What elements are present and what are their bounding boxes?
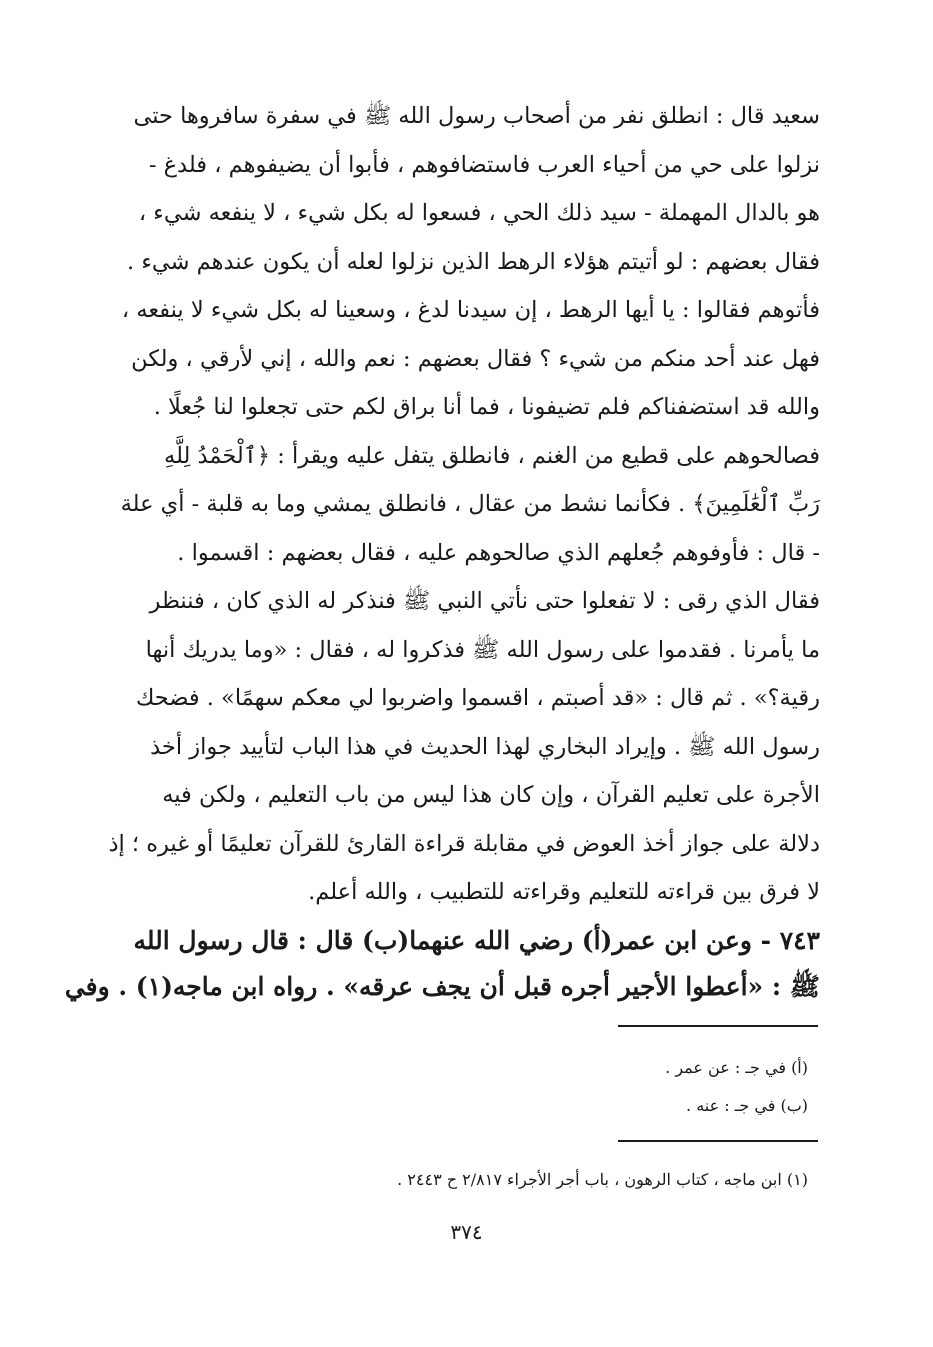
page-number: ٣٧٤: [450, 1220, 483, 1244]
text-line: لا فرق بين قراءته للتعليم وقراءته للتطبيب ، والله أعلم.: [308, 879, 820, 905]
commentary-text: [108, 92, 820, 917]
text-line: رسول الله ﷺ . وإيراد البخاري لهذا الحديث في هذا الباب لتأييد جواز أخذ: [150, 733, 820, 760]
hadith-text: [64, 918, 820, 1010]
text-line: نزلوا على حي من أحياء العرب فاستضافوهم ، فأبوا أن يضيفوهم ، فلدغ -: [148, 151, 820, 178]
text-line: - قال : فأوفوهم جُعلهم الذي صالحوهم عليه ، فقال بعضهم : اقسموا .: [177, 539, 820, 566]
text-line: سعيد قال : انطلق نفر من أصحاب رسول الله ﷺ في سفرة سافروها حتى: [133, 103, 820, 129]
variant-note: (أ) في جـ : عن عمر .: [665, 1058, 808, 1077]
text-line: فهل عند أحد منكم من شيء ؟ فقال بعضهم : نعم والله ، إني لأرقي ، ولكن: [131, 345, 820, 372]
text-line: ما يأمرنا . فقدموا على رسول الله ﷺ فذكروا له ، فقال : «وما يدريك أنها: [145, 636, 820, 663]
text-line: فقال بعضهم : لو أتيتم هؤلاء الرهط الذين نزلوا لعله أن يكون عندهم شيء .: [127, 248, 820, 275]
text-line: والله قد استضفناكم فلم تضيفونا ، فما أنا براق لكم حتى تجعلوا لنا جُعلًا .: [153, 394, 820, 420]
hadith-line: ٧٤٣ - وعن ابن عمر(أ) رضي الله عنهما(ب) قال : قال رسول الله: [133, 926, 820, 955]
text-line: دلالة على جواز أخذ العوض في مقابلة قراءة القارئ للقرآن تعليمًا أو غيره ؛ إذ: [108, 830, 820, 857]
variant-note: (ب) في جـ : عنه .: [686, 1096, 808, 1115]
text-line: فقال الذي رقى : لا تفعلوا حتى نأتي النبي ﷺ فنذكر له الذي كان ، فننظر: [149, 588, 820, 614]
reference-note: (١) ابن ماجه ، كتاب الرهون ، باب أجر الأجراء ٢/٨١٧ ح ٢٤٤٣ .: [397, 1170, 808, 1189]
text-line: فأتوهم فقالوا : يا أيها الرهط ، إن سيدنا لدغ ، وسعينا له بكل شيء لا ينفعه ،: [121, 297, 820, 323]
hadith-line: ﷺ : «أعطوا الأجير أجره قبل أن يجف عرقه» . رواه ابن ماجه(١) . وفي: [64, 972, 820, 1001]
footnote-divider: [618, 1140, 818, 1142]
text-line: الأجرة على تعليم القرآن ، وإن كان هذا ليس من باب التعليم ، ولكن فيه: [162, 782, 820, 808]
text-line: رَبِّ ٱلْعَٰلَمِينَ﴾ . فكأنما نشط من عقال ، فانطلق يمشي وما به قلبة - أي علة: [120, 491, 820, 517]
text-line: رقية؟» . ثم قال : «قد أصبتم ، اقسموا واضربوا لي معكم سهمًا» . فضحك: [135, 685, 820, 711]
footnote-divider: [618, 1025, 818, 1027]
text-line: هو بالدال المهملة - سيد ذلك الحي ، فسعوا له بكل شيء ، لا ينفعه شيء ،: [138, 200, 820, 226]
text-line: فصالحوهم على قطيع من الغنم ، فانطلق يتفل عليه ويقرأ : ﴿ٱلْحَمْدُ لِلَّهِ: [164, 442, 820, 469]
